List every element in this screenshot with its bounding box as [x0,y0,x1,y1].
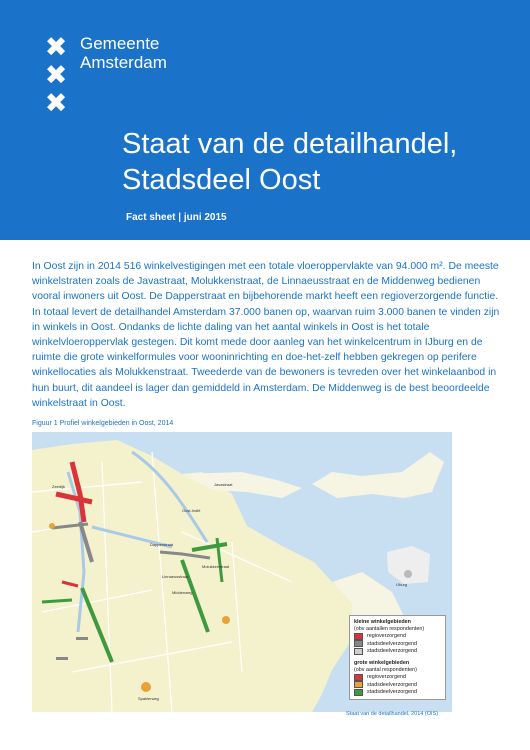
legend-item [354,689,441,697]
map-label: Javastraat [214,482,233,487]
legend-label: regioverzorgend [367,633,406,640]
legend-item [354,674,441,682]
org-name [80,34,167,72]
legend-swatch [354,674,363,681]
map-label: Linnaeusstraat [162,574,189,579]
title-line2: Stadsdeel Oost [122,164,321,196]
org-name-line1: Gemeente [80,34,160,53]
map-label: IJburg [396,582,408,587]
legend-item [354,681,441,689]
figure-source: Staat van de detailhandel, 2014 (OIS) [346,711,439,717]
legend-swatch [354,681,363,688]
legend-label: regioverzorgend [367,674,406,681]
street-green [42,600,72,602]
legend-item [354,640,441,648]
legend-label: stadsdeelverzorgend [367,689,418,696]
legend-item [354,648,441,656]
page-title [122,126,522,198]
large-area-marker [49,523,55,529]
map-label: Zeedijk [52,484,65,489]
map-label: Spaklerweg [138,696,159,701]
street-grey [56,657,68,660]
legend-swatch [354,633,363,640]
figure-caption: Figuur 1 Profiel winkelgebieden in Oost, 2014 [32,420,174,427]
map-legend [349,615,446,700]
intro-paragraph: In Oost zijn in 2014 516 winkelvestigingen met een totale vloeroppervlakte van 94.000 m². De meeste winkelstraten zoals de Javastraat, Molukkenstraat, de Linnaeusstraat en de Middenweg bedienen vooral inwoners uit Oost. De Dapperstraat en bijbehorende markt heeft een regioverzorgende functie. In totaal levert de detailhandel Amsterdam 37.000 banen op, waarvan ruim 3.000 banen te vinden zijn in winkels in Oost. Ondanks de lichte daling van het aantal winkels in Oost is het totale winkelvloeroppervlak gestegen. Dit komt mede door aanleg van het winkelcentrum in IJburg en de ruimte die grote winkelformules voor wooninrichting en doe-het-zelf hebben gekregen op perifere winkellocaties als Molukkenstraat. Tweederde van de bewoners is tevreden over het winkelaanbod in hun buurt, dit aandeel is lager dan gemiddeld in Amsterdam. De Middenweg is de best beoordeelde winkelstraat in Oost. [32,261,500,409]
legend-small-title: kleine winkelgebieden [354,619,411,625]
amsterdam-x-icon: ✖ [44,88,68,119]
subtitle: Fact sheet | juni 2015 [126,212,227,223]
large-area-marker [141,682,151,692]
org-name-line2: Amsterdam [80,53,167,72]
ijburg-marker [404,570,412,578]
legend-swatch [354,648,363,655]
large-area-marker [222,616,230,624]
map-label: Oost-Indië [182,508,201,513]
legend-label: stadsdeelverzorgend [367,640,418,647]
title-line1: Staat van de detailhandel, [122,128,458,160]
map-label: Dapperstraat [150,542,174,547]
amsterdam-x-icon: ✖ [44,60,68,91]
legend-swatch [354,689,363,696]
legend-large-title: grote winkelgebieden [354,660,410,666]
map-label: Molukkenstraat [202,564,230,569]
header-banner [0,0,530,240]
legend-label: stadsdeelverzorgend [367,648,418,655]
legend-label: stadsdeelverzorgend [367,681,418,688]
legend-large-sub: (obv aantal respondenten) [354,666,417,673]
map-label: Middenweg [172,590,193,595]
legend-item [354,633,441,641]
legend-small-sub: (obv aantallen respondenten) [354,625,425,632]
street-grey [76,637,88,640]
amsterdam-x-icon: ✖ [44,32,68,63]
legend-swatch [354,640,363,647]
